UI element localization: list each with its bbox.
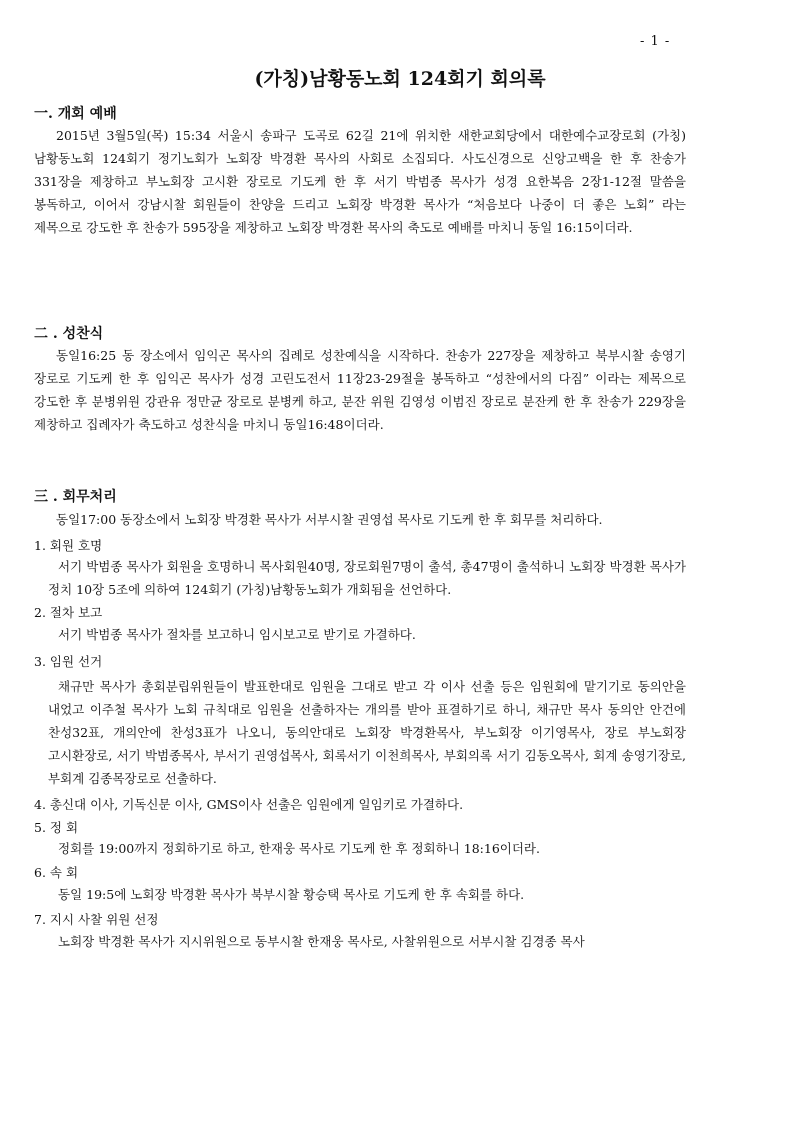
section-body-communion: 동일16:25 동 장소에서 임익곤 목사의 집례로 성찬예식을 시작하다. 찬송가 227장을 제창하고 북부시찰 송영기 장로로 기도케 한 후 임익곤 목사가 성경 고린도전서 11장23-29절을 봉독하고 “성찬에서의 다짐” 이라는 제목으로 강도한 후 분병위원 강관유 정만균 장로로 분병케 하고, 분잔 위원 김영성 이범진 장로로 분잔케 한 후 찬송가 229장을 제창하고 집례자가 축도하고 성찬식을 마치니 동일16:48이더라. bbox=[34, 348, 686, 432]
section-heading-communion: 二 . 성찬식 bbox=[34, 326, 104, 342]
section-body-opening-worship: 2015년 3월5일(목) 15:34 서울시 송파구 도곡로 62길 21에 위치한 새한교회당에서 대한예수교장로회 (가칭)남황동노회 124회기 정기노회가 노회장 박경환 목사의 사회로 소집되다. 사도신경으로 신앙고백을 한 후 찬송가 331장을 제창하고 부노회장 고시환 장로로 기도케 한 후 서기 박범종 목사가 성경 요한복음 2장1-12절 말씀을 봉독하고, 이어서 강남시찰 회원들이 찬양을 드리고 노회장 박경환 목사가 “처음보다 나중이 더 좋은 노회” 라는 제목으로 강도한 후 찬송가 595장을 제창하고 노회장 박경환 목사의 축도로 예배를 마치니 동일 16:15이더라. bbox=[34, 128, 686, 235]
item-body-officer-election: 채규만 목사가 총회분립위원들이 발표한대로 임원을 그대로 받고 각 이사 선출 등은 임원회에 맡기기로 동의안을 내었고 이주철 목사가 노회 규칙대로 임원을 선출하자는 개의를 받아 표결하기로 하니, 채규만 목사 동의안 안건에 찬성32표, 개의안에 찬성3표가 나오니, 동의안대로 노회장 박경환목사, 부노회장 이기영목사, 장로 부노회장 고시환장로, 서기 박범종목사, 부서기 권영섭목사, 회록서기 이천희목사, 부회의록 서기 김동오목사, 회계 송영기장로, 부회계 김종목장로로 선출하다. bbox=[48, 679, 686, 786]
item-body-recess: 정회를 19:00까지 정회하기로 하고, 한재웅 목사로 기도케 한 후 정회하니 18:16이더라. bbox=[58, 841, 540, 856]
section-body-business: 동일17:00 동장소에서 노회장 박경환 목사가 서부시찰 권영섭 목사로 기도케 한 후 회무를 처리하다. bbox=[56, 512, 603, 527]
section-heading-business: 三 . 회무처리 bbox=[34, 489, 117, 505]
item-body-roll-call: 서기 박범종 목사가 회원을 호명하니 목사회원40명, 장로회원7명이 출석, 총47명이 출석하니 노회장 박경환 목사가 정치 10장 5조에 의하여 124회기 (가칭)남황동노회가 개회됨을 선언하다. bbox=[48, 559, 686, 597]
page-number: - 1 - bbox=[640, 34, 671, 49]
item-label-procedure-report: 2. 절차 보고 bbox=[34, 605, 103, 620]
item-label-committee-selection: 7. 지시 사찰 위원 선정 bbox=[34, 912, 159, 927]
item-body-reconvene: 동일 19:5에 노회장 박경환 목사가 북부시찰 황승택 목사로 기도케 한 후 속회를 하다. bbox=[58, 887, 525, 902]
item-label-board-selection: 4. 총신대 이사, 기독신문 이사, GMS이사 선출은 임원에게 일임키로 가결하다. bbox=[34, 797, 464, 812]
item-body-committee-selection: 노회장 박경환 목사가 지시위원으로 동부시찰 한재웅 목사로, 사찰위원으로 서부시찰 김경종 목사 bbox=[58, 934, 585, 949]
item-label-roll-call: 1. 회원 호명 bbox=[34, 538, 103, 553]
document-title: (가칭)남황동노회 124회기 회의록 bbox=[254, 68, 546, 90]
item-label-reconvene: 6. 속 회 bbox=[34, 865, 79, 880]
item-label-officer-election: 3. 임원 선거 bbox=[34, 654, 103, 669]
section-heading-opening-worship: 一. 개회 예배 bbox=[34, 106, 117, 122]
item-body-procedure-report: 서기 박범종 목사가 절차를 보고하니 임시보고로 받기로 가결하다. bbox=[58, 627, 416, 642]
item-label-recess: 5. 정 회 bbox=[34, 820, 79, 835]
